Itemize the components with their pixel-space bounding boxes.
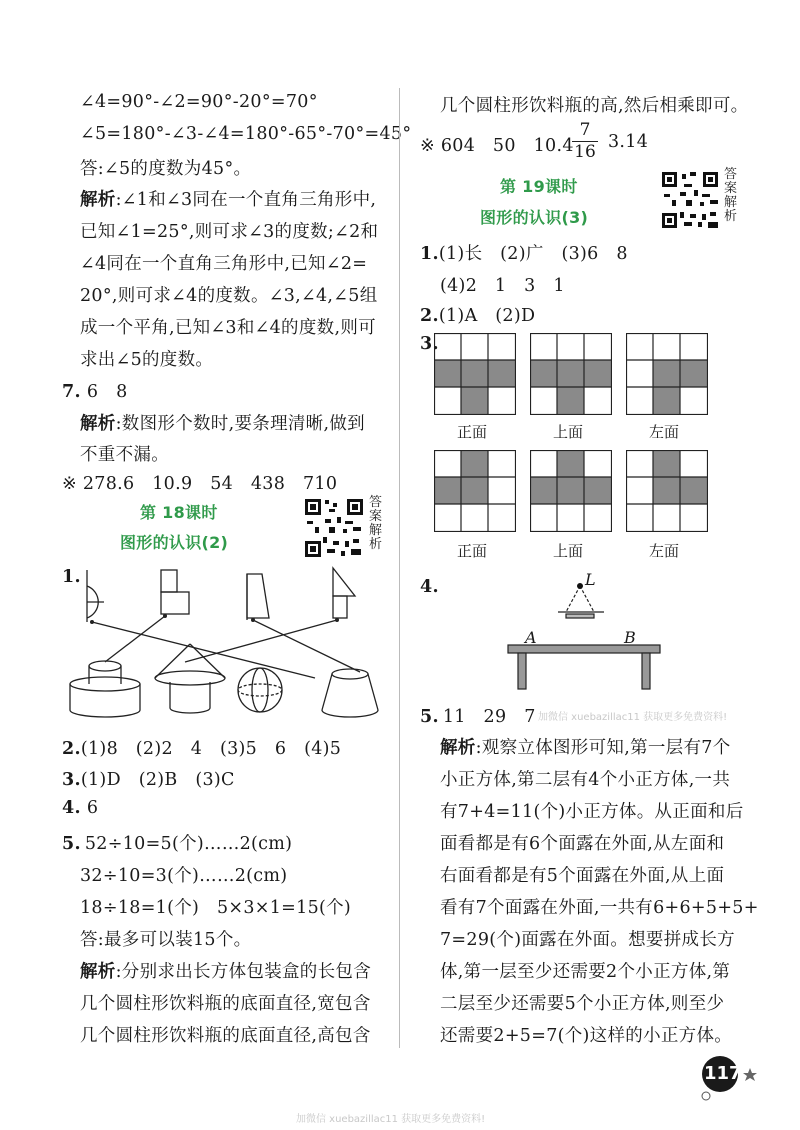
view-3-trapezoid bbox=[247, 574, 269, 618]
exercise-1: ※ 278.6 10.9 54 438 710 bbox=[62, 474, 338, 494]
view-caption: 左面 bbox=[649, 542, 680, 560]
r-q5-answer: 11 29 7 bbox=[442, 707, 536, 727]
view-caption: 上面 bbox=[553, 423, 584, 441]
view-caption: 左面 bbox=[649, 423, 680, 441]
view-grid-left-2 bbox=[626, 450, 708, 532]
analysis-3-line-3: 几个圆柱形饮料瓶的底面直径,高包含 bbox=[80, 1026, 371, 1046]
left-line-2: ∠5=180°-∠3-∠4=180°-65°-70°=45° bbox=[80, 124, 412, 144]
qr-code-icon bbox=[303, 497, 365, 559]
r-q1-line-2: (4)2 1 3 1 bbox=[440, 276, 565, 296]
page-number: 117 bbox=[704, 1063, 742, 1084]
q7-number: 7. bbox=[62, 382, 81, 402]
label-A: A bbox=[525, 628, 537, 647]
analysis-text: :分别求出长方体包装盒的长包含 bbox=[115, 962, 372, 982]
qr-label-char: 案 bbox=[724, 181, 738, 196]
solid-4-frustum bbox=[332, 669, 368, 679]
r-q2-number: 2. bbox=[420, 306, 439, 326]
lesson-19-title: 第 19课时 bbox=[500, 177, 578, 196]
r-q1-number: 1. bbox=[420, 244, 439, 264]
analysis-1-line-5: 成一个平角,已知∠3和∠4的度数,则可 bbox=[80, 318, 376, 338]
r-q4-number: 4. bbox=[420, 577, 439, 597]
label-B: B bbox=[624, 628, 637, 647]
qr-label-char: 解 bbox=[724, 195, 738, 210]
r-analysis-line-7: 7=29(个)面露在外面。想要拼成长方 bbox=[440, 930, 735, 950]
match-line-4 bbox=[185, 620, 337, 662]
lesson-18-subtitle: 图形的认识(2) bbox=[120, 533, 229, 552]
r-q2-answer: (1)A (2)D bbox=[438, 306, 536, 326]
q5-line-3: 18÷18=1(个) 5×3×1=15(个) bbox=[80, 898, 352, 918]
analysis-label: 解析 bbox=[80, 962, 116, 982]
qr-label-char: 答 bbox=[724, 167, 738, 182]
q5-number: 5. bbox=[62, 834, 81, 854]
column-divider bbox=[399, 88, 400, 1048]
lesson-18-title: 第 18课时 bbox=[140, 503, 218, 522]
q7 bbox=[62, 378, 128, 403]
qr-label-char: 解 bbox=[369, 523, 383, 538]
q4-answer: 6 bbox=[86, 798, 99, 818]
right-line-1: 几个圆柱形饮料瓶的高,然后相乘即可。 bbox=[440, 96, 749, 116]
fraction-denominator: 16 bbox=[572, 141, 598, 162]
exercise-2 bbox=[420, 132, 574, 157]
qr-code-icon bbox=[660, 170, 720, 230]
view-grid-top-1 bbox=[530, 333, 612, 415]
view-grid-front-2 bbox=[434, 450, 516, 532]
analysis-1-line-1 bbox=[80, 186, 376, 211]
left-line-3: 答:∠5的度数为45°。 bbox=[80, 159, 252, 179]
view-grid-left-1 bbox=[626, 333, 708, 415]
view-grid-front-1 bbox=[434, 333, 516, 415]
analysis-text: :数图形个数时,要条理清晰,做到 bbox=[115, 414, 365, 434]
qr-label-char: 案 bbox=[369, 509, 383, 524]
solid-3-sphere bbox=[238, 668, 282, 712]
r-q2 bbox=[420, 302, 535, 327]
lesson-19-subtitle: 图形的认识(3) bbox=[480, 208, 589, 227]
analysis-label: 解析 bbox=[80, 414, 116, 434]
qr-label-char: 析 bbox=[724, 209, 738, 224]
r-analysis-line-9: 二层至少还需要5个小正方体,则至少 bbox=[440, 994, 725, 1014]
view-4-square bbox=[333, 596, 347, 618]
qr-label bbox=[369, 496, 383, 552]
analysis-text: :∠1和∠3同在一个直角三角形中, bbox=[115, 190, 377, 210]
r-q5 bbox=[420, 703, 536, 728]
q2-number: 2. bbox=[62, 739, 81, 759]
q2-answer: (1)8 (2)2 4 (3)5 6 (4)5 bbox=[80, 739, 342, 759]
match-line-2 bbox=[105, 616, 165, 662]
q5-line-1: 52÷10=5(个)……2(cm) bbox=[84, 834, 293, 854]
view-2-top bbox=[161, 570, 177, 592]
qr-label-char: 答 bbox=[369, 495, 383, 510]
q5-line-2: 32÷10=3(个)……2(cm) bbox=[80, 866, 288, 886]
q3-number: 3. bbox=[62, 770, 81, 790]
analysis-1-line-4: 20°,则可求∠4的度数。∠3,∠4,∠5组 bbox=[80, 286, 378, 306]
r-analysis-line-6: 看有7个面露在外面,一共有6+6+5+5+ bbox=[440, 898, 759, 918]
view-4-triangle bbox=[333, 568, 355, 596]
analysis-3-line-1 bbox=[80, 958, 371, 983]
analysis-label: 解析 bbox=[80, 190, 116, 210]
r-analysis-line-1 bbox=[440, 734, 731, 759]
view-caption: 上面 bbox=[553, 542, 584, 560]
analysis-2-line-2: 不重不漏。 bbox=[80, 445, 169, 465]
shape-matching-figure bbox=[60, 560, 390, 740]
qr-label bbox=[724, 168, 738, 224]
q5-line-4: 答:最多可以装15个。 bbox=[80, 930, 252, 950]
r-q1-answer-1: (1)长 (2)广 (3)6 8 bbox=[438, 244, 628, 264]
label-L: L bbox=[585, 570, 596, 589]
r-analysis-line-2: 小正方体,第二层有4个小正方体,一共 bbox=[440, 770, 731, 790]
q5-left bbox=[62, 830, 292, 855]
left-line-1: ∠4=90°-∠2=90°-20°=70° bbox=[80, 92, 318, 112]
q1-number-left: 1. bbox=[62, 567, 81, 587]
watermark-right: 加微信 xuebazillac11 获取更多免费资料! bbox=[538, 712, 728, 723]
exercise-2-last: 3.14 bbox=[608, 132, 649, 152]
analysis-1-line-2: 已知∠1=25°,则可求∠3的度数;∠2和 bbox=[80, 222, 379, 242]
q3-left bbox=[62, 766, 235, 791]
fraction bbox=[572, 120, 598, 162]
view-2-bottom bbox=[161, 592, 189, 614]
fraction-numerator: 7 bbox=[579, 120, 591, 140]
qr-label-char: 析 bbox=[369, 537, 383, 552]
analysis-label: 解析 bbox=[440, 738, 476, 758]
r-analysis-line-3: 有7+4=11(个)小正方体。从正面和后 bbox=[440, 802, 744, 822]
analysis-text: :观察立体图形可知,第一层有7个 bbox=[475, 738, 731, 758]
view-grid-top-2 bbox=[530, 450, 612, 532]
r-analysis-line-5: 右面看都是有5个面露在外面,从上面 bbox=[440, 866, 725, 886]
r-analysis-line-8: 体,第一层至少还需要2个小正方体,第 bbox=[440, 962, 731, 982]
exercise-2-values: ※ 604 50 10.4 bbox=[420, 136, 574, 156]
analysis-2-line-1 bbox=[80, 410, 365, 435]
match-line-1 bbox=[92, 622, 315, 678]
q7-answer: 6 8 bbox=[86, 382, 128, 402]
solid-2-cone bbox=[155, 644, 190, 678]
star-icon bbox=[743, 1068, 757, 1081]
q4-number: 4. bbox=[62, 798, 81, 818]
analysis-3-line-2: 几个圆柱形饮料瓶的底面直径,宽包含 bbox=[80, 994, 371, 1014]
solid-1-top bbox=[89, 661, 121, 671]
r-q3-number: 3. bbox=[420, 334, 439, 354]
analysis-1-line-6: 求出∠5的度数。 bbox=[80, 350, 214, 370]
view-caption: 正面 bbox=[457, 542, 488, 560]
q2-left bbox=[62, 735, 341, 760]
r-q1-line-1 bbox=[420, 240, 628, 265]
r-analysis-line-10: 还需要2+5=7(个)这样的小正方体。 bbox=[440, 1026, 733, 1046]
view-caption: 正面 bbox=[457, 423, 488, 441]
watermark-bottom: 加微信 xuebazillac11 获取更多免费资料! bbox=[296, 1114, 486, 1125]
r-analysis-line-4: 面看都是有6个面露在外面,从左面和 bbox=[440, 834, 725, 854]
analysis-1-line-3: ∠4同在一个直角三角形中,已知∠2= bbox=[80, 254, 368, 274]
r-q5-number: 5. bbox=[420, 707, 439, 727]
q3-answer: (1)D (2)B (3)C bbox=[80, 770, 235, 790]
q4-left bbox=[62, 798, 98, 818]
